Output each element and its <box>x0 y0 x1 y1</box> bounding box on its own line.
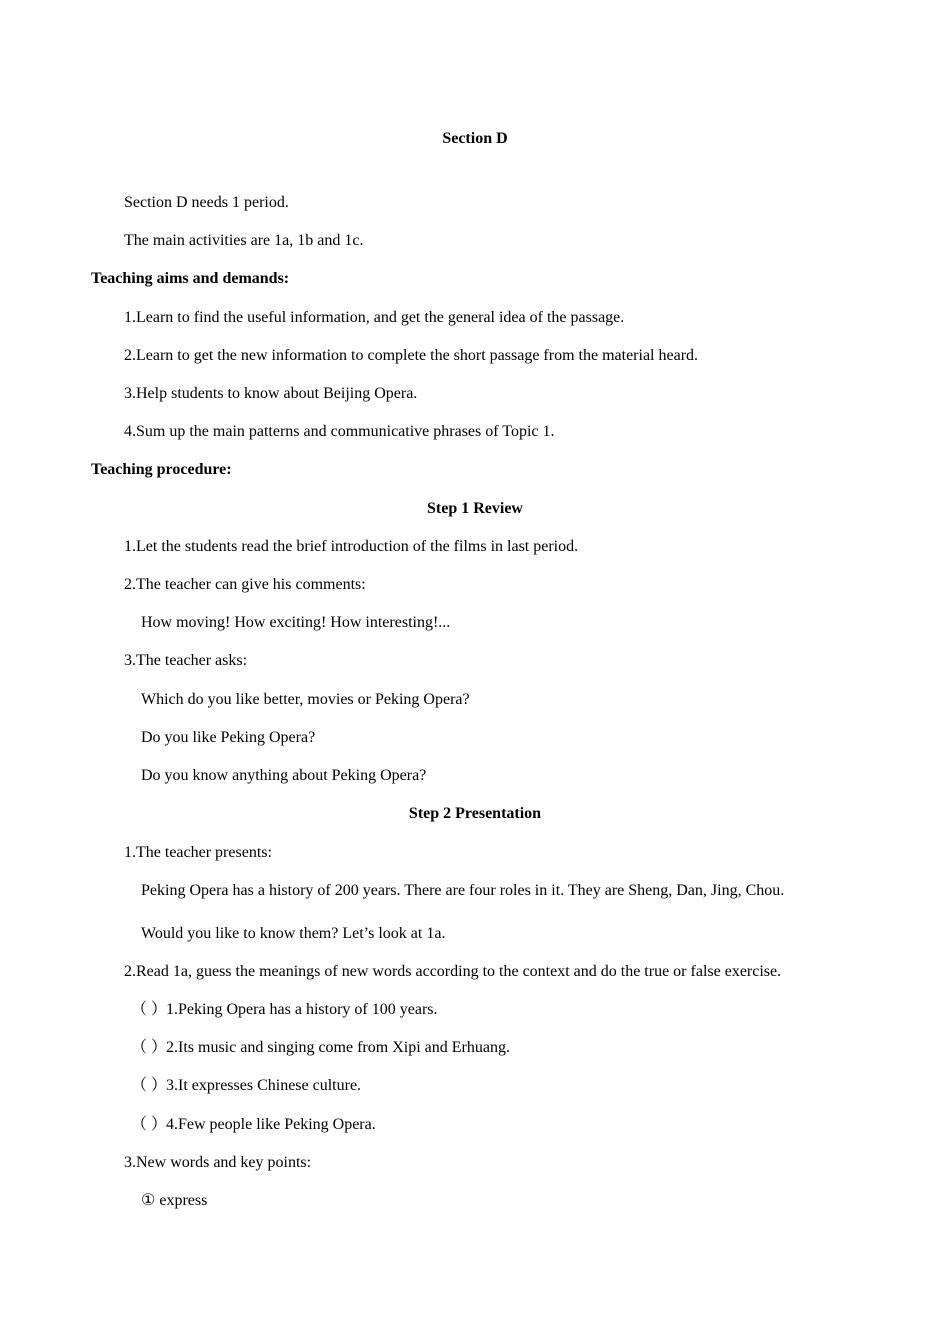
step1-item-3: 3.The teacher asks: <box>124 652 248 669</box>
section-title: Section D <box>442 130 508 147</box>
step1-question-3: Do you know anything about Peking Opera? <box>141 767 427 784</box>
tf-item-text: 4.Few people like Peking Opera. <box>166 1116 376 1133</box>
step2-item-1: 1.The teacher presents: <box>124 844 272 861</box>
step1-question-1: Which do you like better, movies or Peking Opera? <box>141 691 470 708</box>
tf-item-text: 1.Peking Opera has a history of 100 years. <box>166 1001 438 1018</box>
tf-answer-blank: （ ） <box>131 1001 168 1018</box>
step2-title: Step 2 Presentation <box>408 805 542 822</box>
step1-item-2: 2.The teacher can give his comments: <box>124 576 366 593</box>
aim-item-2: 2.Learn to get the new information to complete the short passage from the material heard. <box>124 347 699 364</box>
tf-answer-blank: （ ） <box>131 1077 168 1094</box>
tf-answer-blank: （ ） <box>131 1116 168 1133</box>
aims-heading: Teaching aims and demands: <box>91 270 290 287</box>
intro-line-1: Section D needs 1 period. <box>124 194 289 211</box>
tf-item-4 <box>131 1115 376 1135</box>
tf-item-3 <box>131 1076 361 1096</box>
tf-item-text: 2.Its music and singing come from Xipi and Erhuang. <box>166 1039 510 1056</box>
procedure-heading: Teaching procedure: <box>91 461 232 478</box>
step1-title: Step 1 Review <box>427 500 523 517</box>
tf-answer-blank: （ ） <box>131 1039 168 1056</box>
step1-question-2: Do you like Peking Opera? <box>141 729 316 746</box>
step2-item-1-sub-1: Peking Opera has a history of 200 years. There are four roles in it. They are Sheng, Dan, Jing, Chou. <box>141 882 785 899</box>
step1-item-1: 1.Let the students read the brief introduction of the films in last period. <box>124 538 579 555</box>
step2-item-1-sub-2: Would you like to know them? Let’s look at 1a. <box>141 925 446 942</box>
step2-item-2: 2.Read 1a, guess the meanings of new words according to the context and do the true or false exercise. <box>124 963 782 980</box>
intro-line-2: The main activities are 1a, 1b and 1c. <box>124 232 364 249</box>
step1-item-2-sub: How moving! How exciting! How interesting!... <box>141 614 451 631</box>
aim-item-4: 4.Sum up the main patterns and communicative phrases of Topic 1. <box>124 423 555 440</box>
step2-item-3-sub: ① express <box>141 1192 208 1209</box>
aim-item-1: 1.Learn to find the useful information, and get the general idea of the passage. <box>124 309 625 326</box>
step2-item-3: 3.New words and key points: <box>124 1154 312 1171</box>
aim-item-3: 3.Help students to know about Beijing Opera. <box>124 385 418 402</box>
tf-item-1 <box>131 1000 438 1020</box>
tf-item-text: 3.It expresses Chinese culture. <box>166 1077 362 1094</box>
tf-item-2 <box>131 1038 510 1058</box>
